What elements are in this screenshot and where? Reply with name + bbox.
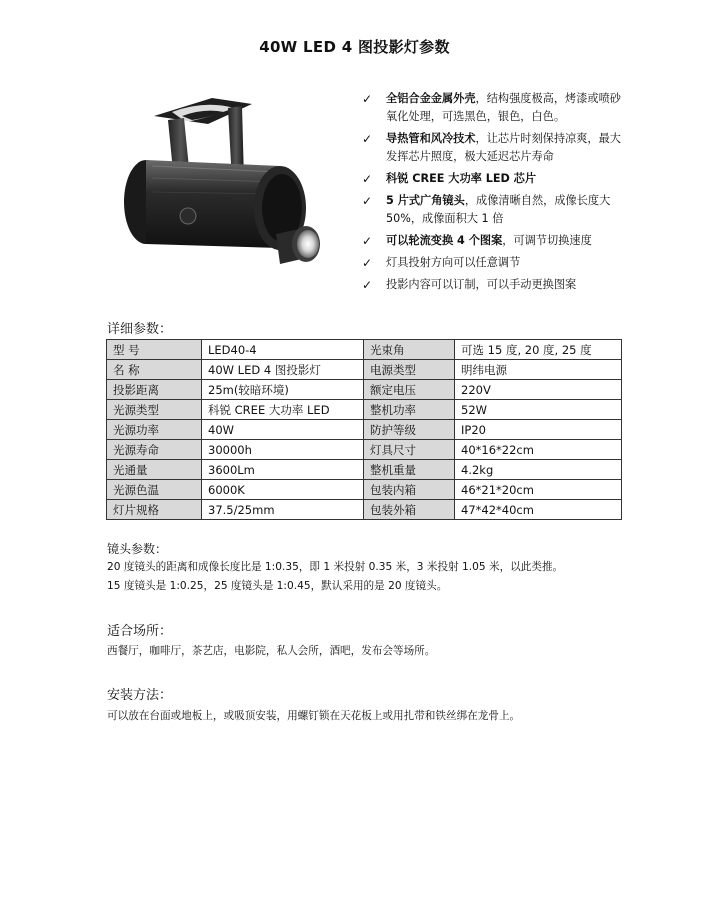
table-row [107, 420, 622, 440]
table-row [107, 480, 622, 500]
spec-value: 37.5/25mm [202, 500, 364, 520]
spec-value: 明纬电源 [455, 360, 622, 380]
spec-label: 名 称 [107, 360, 202, 380]
check-icon: ✓ [362, 132, 373, 146]
spec-value: 40W [202, 420, 364, 440]
check-icon: ✓ [362, 172, 373, 186]
specs-heading: 详细参数： [107, 322, 173, 337]
projector-lamp-image [112, 96, 352, 306]
spec-label: 光通量 [107, 460, 202, 480]
list-item: ✓ 全铝合金金属外壳，结构强度极高，烤漆或喷砂氧化处理，可选黑色，银色，白色。 [362, 92, 621, 123]
table-row [107, 440, 622, 460]
spec-label: 电源类型 [364, 360, 455, 380]
check-icon: ✓ [362, 234, 373, 248]
spec-value: IP20 [455, 420, 622, 440]
list-item: ✓ 灯具投射方向可以任意调节 [362, 256, 521, 270]
spec-label: 灯具尺寸 [364, 440, 455, 460]
install-heading: 安装方法： [107, 688, 173, 703]
spec-label: 防护等级 [364, 420, 455, 440]
spec-label: 光束角 [364, 340, 455, 360]
table-row [107, 400, 622, 420]
spec-label: 型 号 [107, 340, 202, 360]
list-item: ✓ 5 片式广角镜头，成像清晰自然，成像长度大 50%，成像面积大 1 倍 [362, 194, 611, 225]
feature-list [360, 90, 622, 298]
spec-value: 科锐 CREE 大功率 LED [202, 400, 364, 420]
list-item: ✓ 投影内容可以订制，可以手动更换图案 [362, 278, 577, 292]
table-row [107, 380, 622, 400]
spec-value: 30000h [202, 440, 364, 460]
spec-value: 46*21*20cm [455, 480, 622, 500]
spec-label: 光源功率 [107, 420, 202, 440]
spec-value: 47*42*40cm [455, 500, 622, 520]
spec-label: 灯片规格 [107, 500, 202, 520]
spec-label: 光源色温 [107, 480, 202, 500]
list-item: ✓ 科锐 CREE 大功率 LED 芯片 [362, 172, 537, 186]
specs-table [106, 339, 622, 520]
spec-value: 52W [455, 400, 622, 420]
spec-label: 包装内箱 [364, 480, 455, 500]
check-icon: ✓ [362, 278, 373, 292]
install-text: 可以放在台面或地板上，或吸顶安装，用螺钉锁在天花板上或用扎带和铁丝绑在龙骨上。 [107, 710, 521, 722]
lens-line-2: 15 度镜头是 1:0.25，25 度镜头是 1:0.45，默认采用的是 20 度镜头。 [107, 580, 448, 592]
spec-label: 额定电压 [364, 380, 455, 400]
table-row [107, 460, 622, 480]
spec-label: 光源寿命 [107, 440, 202, 460]
table-row [107, 500, 622, 520]
spec-value: 40*16*22cm [455, 440, 622, 460]
check-icon: ✓ [362, 92, 373, 106]
spec-value: 4.2kg [455, 460, 622, 480]
spec-label: 光源类型 [107, 400, 202, 420]
spec-value: 6000K [202, 480, 364, 500]
spec-label: 包装外箱 [364, 500, 455, 520]
venues-text: 西餐厅，咖啡厅，茶艺店，电影院，私人会所，酒吧，发布会等场所。 [107, 645, 436, 657]
venues-heading: 适合场所： [107, 624, 173, 639]
spec-label: 整机重量 [364, 460, 455, 480]
lens-line-1: 20 度镜头的距离和成像长度比是 1:0.35，即 1 米投射 0.35 米，3 米投射 1.05 米，以此类推。 [107, 561, 564, 573]
spec-value: 220V [455, 380, 622, 400]
page-title: 40W LED 4 图投影灯参数 [259, 38, 450, 56]
lens-heading: 镜头参数： [107, 542, 168, 556]
spec-value: 25m(较暗环境) [202, 380, 364, 400]
spec-value: 可选 15 度, 20 度, 25 度 [455, 340, 622, 360]
spec-value: 3600Lm [202, 460, 364, 480]
table-row [107, 360, 622, 380]
spec-value: LED40-4 [202, 340, 364, 360]
check-icon: ✓ [362, 256, 373, 270]
spec-label: 整机功率 [364, 400, 455, 420]
check-icon: ✓ [362, 194, 373, 208]
spec-value: 40W LED 4 图投影灯 [202, 360, 364, 380]
list-item: ✓ 可以轮流变换 4 个图案，可调节切换速度 [362, 234, 592, 248]
list-item: ✓ 导热管和风冷技术，让芯片时刻保持凉爽，最大发挥芯片照度，极大延迟芯片寿命 [362, 132, 621, 163]
table-row [107, 340, 622, 360]
spec-label: 投影距离 [107, 380, 202, 400]
